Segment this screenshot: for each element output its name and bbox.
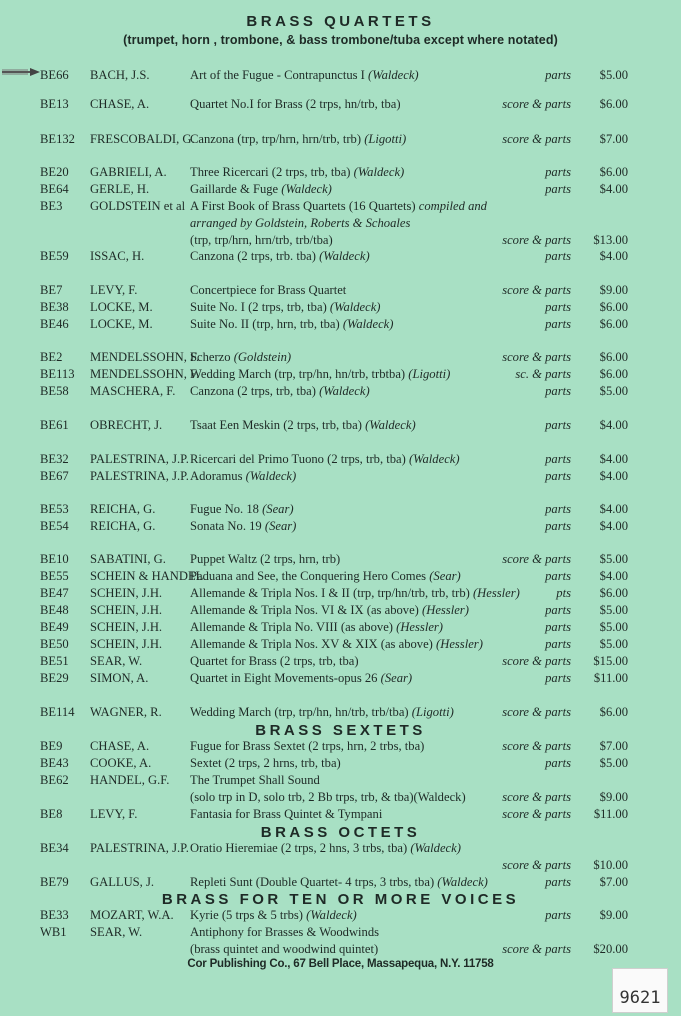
composer: SCHEIN, J.H. [90, 637, 163, 651]
parts-type: parts [545, 317, 571, 331]
catalog-row [0, 636, 681, 652]
title-text: Quartet in Eight Movements-opus 26 [190, 671, 378, 685]
composer: FRESCOBALDI, G. [90, 132, 195, 146]
item-code: BE46 [40, 317, 69, 331]
piece-title [190, 924, 379, 940]
title-text: Antiphony for Brasses & Woodwinds [190, 925, 380, 939]
price: $4.00 [599, 249, 628, 263]
price: $20.00 [593, 942, 628, 956]
piece-title [190, 282, 346, 298]
parts-type: parts [545, 637, 571, 651]
composer: SCHEIN, J.H. [90, 586, 163, 600]
price: $6.00 [599, 350, 628, 364]
item-code: BE13 [40, 97, 69, 111]
price: $7.00 [599, 132, 628, 146]
arranger: (Hessler) [472, 586, 520, 600]
price: $4.00 [599, 469, 628, 483]
title-text: Puppet Waltz (2 trps, hrn, trb) [190, 552, 341, 566]
item-code: BE132 [40, 132, 75, 146]
item-code: BE64 [40, 182, 69, 196]
parts-type: parts [545, 452, 571, 466]
composer: LOCKE, M. [90, 300, 153, 314]
title-text: Wedding March (trp, trp/hn, hn/trb, trb/tba) [190, 705, 409, 719]
catalog-row [0, 316, 681, 332]
composer: CHASE, A. [90, 97, 150, 111]
parts-type: parts [545, 519, 571, 533]
parts-type: score & parts [502, 705, 571, 719]
price: $4.00 [599, 182, 628, 196]
catalog-row-continuation [0, 215, 681, 231]
composer: ISSAC, H. [90, 249, 145, 263]
item-code: BE33 [40, 908, 69, 922]
title-text: Paduana and See, the Conquering Hero Comes [190, 569, 427, 583]
parts-type: parts [545, 68, 571, 82]
catalog-row [0, 248, 681, 264]
arranger: (Waldeck) [408, 452, 460, 466]
title-text: Wedding March (trp, trp/hn, hn/trb, trbtba) [190, 367, 406, 381]
item-code: BE113 [40, 367, 75, 381]
piece-title [190, 602, 469, 618]
price: $6.00 [599, 165, 628, 179]
price: $4.00 [599, 569, 628, 583]
price: $9.00 [599, 908, 628, 922]
item-code: BE61 [40, 418, 69, 432]
item-code: BE9 [40, 739, 63, 753]
piece-title [190, 806, 382, 822]
item-code: BE48 [40, 603, 69, 617]
item-code: BE114 [40, 705, 75, 719]
parts-type: parts [545, 502, 571, 516]
piece-title [190, 299, 381, 315]
arranger: (Waldeck) [245, 469, 297, 483]
title-text: Concertpiece for Brass Quartet [190, 283, 347, 297]
title-text: Oratio Hieremiae (2 trps, 2 hns, 3 trbs, tba) [190, 841, 408, 855]
composer: GABRIELI, A. [90, 165, 167, 179]
parts-type: score & parts [502, 739, 571, 753]
parts-type: score & parts [502, 807, 571, 821]
piece-title [190, 738, 424, 754]
catalog-row [0, 551, 681, 567]
parts-type: parts [545, 908, 571, 922]
item-code: BE53 [40, 502, 69, 516]
composer: REICHA, G. [90, 519, 156, 533]
composer: PALESTRINA, J.P. [90, 841, 189, 855]
continuation-text: (solo trp in D, solo trb, 2 Bb trps, trb, & tba)(Waldeck) [190, 790, 466, 804]
arranger: (Hessler) [436, 637, 483, 651]
section-header-octets: BRASS OCTETS [260, 824, 421, 841]
parts-type: parts [545, 384, 571, 398]
title-text: A First Book of Brass Quartets (16 Quartets) [190, 199, 416, 213]
title-text: Allemande & Tripla Nos. I & II (trp, trp/hn/trb, trb, trb) [190, 586, 470, 600]
price: $6.00 [599, 367, 628, 381]
composer: MOZART, W.A. [90, 908, 174, 922]
arranger: (Waldeck) [319, 384, 370, 398]
composer: MENDELSSOHN, F. [90, 350, 200, 364]
title-text: Sextet (2 trps, 2 hrns, trb, tba) [190, 756, 341, 770]
arranger: (Waldeck) [365, 418, 416, 432]
piece-title [190, 248, 370, 264]
parts-type: parts [545, 182, 571, 196]
catalog-row-continuation [0, 789, 681, 805]
composer: COOKE, A. [90, 756, 152, 770]
section-header-quartets: BRASS QUARTETS [246, 13, 435, 30]
composer: LEVY, F. [90, 807, 138, 821]
item-code: BE34 [40, 841, 69, 855]
catalog-row [0, 468, 681, 484]
piece-title [190, 772, 320, 788]
title-text: Canzona (trp, trp/hrn, hrn/trb, trb) [190, 132, 362, 146]
price: $7.00 [599, 875, 628, 889]
catalog-row [0, 366, 681, 382]
title-text: Fugue No. 18 [190, 502, 259, 516]
title-text: Kyrie (5 trps & 5 trbs) [190, 908, 303, 922]
composer: SCHEIN, J.H. [90, 620, 163, 634]
title-text: Ricercari del Primo Tuono (2 trps, trb, tba) [190, 452, 406, 466]
price: $10.00 [593, 858, 628, 872]
item-code: BE29 [40, 671, 69, 685]
piece-title [190, 96, 401, 112]
parts-type: score & parts [502, 654, 571, 668]
price: $15.00 [593, 654, 628, 668]
title-text: Allemande & Tripla Nos. VI & IX (as above) [190, 603, 419, 617]
item-code: WB1 [40, 925, 67, 939]
catalog-row [0, 568, 681, 584]
arranger: (Hessler) [396, 620, 444, 634]
price: $9.00 [599, 283, 628, 297]
title-text: Adoramus [190, 469, 243, 483]
catalog-row [0, 131, 681, 147]
parts-type: score & parts [502, 858, 571, 872]
composer: REICHA, G. [90, 502, 156, 516]
price: $4.00 [599, 502, 628, 516]
composer: PALESTRINA, J.P. [90, 469, 189, 483]
piece-title [190, 316, 393, 332]
composer: GALLUS, J. [90, 875, 155, 889]
price: $5.00 [599, 552, 628, 566]
title-text: Sonata No. 19 [190, 519, 262, 533]
composer: MENDELSSOHN, F. [90, 367, 200, 381]
arranger: (Waldeck) [319, 249, 370, 263]
price: $5.00 [599, 637, 628, 651]
item-code: BE58 [40, 384, 69, 398]
item-code: BE79 [40, 875, 69, 889]
item-code: BE67 [40, 469, 69, 483]
arranger: (Hessler) [422, 603, 469, 617]
composer: SABATINI, G. [90, 552, 166, 566]
item-code: BE49 [40, 620, 69, 634]
piece-title [190, 518, 296, 534]
piece-title [190, 383, 370, 399]
price: $5.00 [599, 756, 628, 770]
arranger: (Goldstein) [233, 350, 292, 364]
catalog-row [0, 806, 681, 822]
price: $6.00 [599, 586, 628, 600]
arranger: (Waldeck) [437, 875, 488, 889]
parts-type: parts [545, 671, 571, 685]
price: $4.00 [599, 519, 628, 533]
piece-title [190, 653, 359, 669]
catalog-row [0, 383, 681, 399]
price: $7.00 [599, 739, 628, 753]
composer: SCHEIN, J.H. [90, 603, 163, 617]
catalog-row-continuation [0, 232, 681, 248]
catalog-row [0, 96, 681, 112]
title-text: Fugue for Brass Sextet (2 trps, hrn, 2 trbs, tba) [190, 739, 425, 753]
arranger: (Ligotti) [411, 705, 454, 719]
title-text: Repleti Sunt (Double Quartet- 4 trps, 3 trbs, tba) [190, 875, 435, 889]
composer: HANDEL, G.F. [90, 773, 170, 787]
catalog-row [0, 924, 681, 940]
title-text: Quartet for Brass (2 trps, trb, tba) [190, 654, 359, 668]
item-code: BE20 [40, 165, 69, 179]
title-text: Allemande & Tripla Nos. XV & XIX (as above) [190, 637, 433, 651]
parts-type: parts [545, 620, 571, 634]
price: $6.00 [599, 97, 628, 111]
piece-title [190, 551, 340, 567]
catalog-row [0, 181, 681, 197]
piece-title [190, 636, 483, 652]
price: $13.00 [593, 233, 628, 247]
piece-title [190, 198, 487, 214]
composer: SEAR, W. [90, 654, 143, 668]
title-text: Suite No. I (2 trps, trb, tba) [190, 300, 327, 314]
piece-title [190, 366, 450, 382]
arranger: compiled and [418, 199, 487, 213]
catalog-row [0, 653, 681, 669]
parts-type: parts [545, 249, 571, 263]
title-text: Suite No. II (trp, hrn, trb, tba) [190, 317, 340, 331]
item-code: BE47 [40, 586, 69, 600]
title-text: Three Ricercari (2 trps, trb, tba) [190, 165, 351, 179]
item-code: BE43 [40, 756, 69, 770]
composer: SCHEIN & HANDEL [90, 569, 204, 583]
item-code: BE10 [40, 552, 69, 566]
composer: MASCHERA, F. [90, 384, 176, 398]
price: $11.00 [593, 671, 628, 685]
parts-type: parts [545, 300, 571, 314]
piece-title [190, 131, 406, 147]
catalog-row [0, 670, 681, 686]
composer: GOLDSTEIN et al [90, 199, 186, 213]
price: $4.00 [599, 418, 628, 432]
item-code: BE54 [40, 519, 69, 533]
composer: LEVY, F. [90, 283, 138, 297]
price: $9.00 [599, 790, 628, 804]
title-text: The Trumpet Shall Sound [190, 773, 320, 787]
price: $11.00 [593, 807, 628, 821]
parts-type: parts [545, 418, 571, 432]
arranger: (Waldeck) [368, 68, 419, 82]
arranger: (Waldeck) [353, 165, 405, 179]
parts-type: score & parts [502, 283, 571, 297]
piece-title [190, 874, 488, 890]
composer: WAGNER, R. [90, 705, 162, 719]
arranger: (Waldeck) [281, 182, 332, 196]
parts-type: score & parts [502, 350, 571, 364]
catalog-row-continuation [0, 857, 681, 873]
title-text: Canzona (2 trps, trb. tba) [190, 249, 316, 263]
catalog-row [0, 602, 681, 618]
arranger: (Sear) [380, 671, 413, 685]
parts-type: pts [556, 586, 571, 600]
title-text: Fantasia for Brass Quintet & Tympani [190, 807, 383, 821]
parts-type: parts [545, 569, 571, 583]
price: $5.00 [599, 384, 628, 398]
section-header-sextets: BRASS SEXTETS [255, 722, 426, 739]
price: $5.00 [599, 68, 628, 82]
title-text: Allemande & Tripla No. VIII (as above) [190, 620, 393, 634]
piece-title [190, 451, 460, 467]
parts-type: score & parts [502, 97, 571, 111]
title-text: Gaillarde & Fuge [190, 182, 279, 196]
catalog-number-stamp: 9621 [612, 968, 668, 1013]
item-code: BE8 [40, 807, 63, 821]
price: $6.00 [599, 705, 628, 719]
price: $5.00 [599, 620, 628, 634]
composer: CHASE, A. [90, 739, 150, 753]
catalog-row [0, 907, 681, 923]
arranger: (Sear) [264, 519, 297, 533]
parts-type: parts [545, 756, 571, 770]
catalog-row-continuation [0, 941, 681, 957]
piece-title [190, 417, 416, 433]
composer: PALESTRINA, J.P. [90, 452, 189, 466]
composer: SIMON, A. [90, 671, 149, 685]
arranger: (Waldeck) [306, 908, 357, 922]
section-header-ten-or-more: BRASS FOR TEN OR MORE VOICES [161, 891, 520, 908]
arranger: (Waldeck) [342, 317, 394, 331]
item-code: BE59 [40, 249, 69, 263]
piece-title [190, 619, 443, 635]
continuation-text: arranged by Goldstein, Roberts & Schoales [190, 216, 411, 230]
composer: GERLE, H. [90, 182, 150, 196]
parts-type: score & parts [502, 132, 571, 146]
catalog-row [0, 755, 681, 771]
title-text: Scherzo [190, 350, 231, 364]
section-subheader-quartets: (trumpet, horn , trombone, & bass trombone/tuba except where notated) [123, 33, 558, 47]
item-code: BE32 [40, 452, 69, 466]
piece-title [190, 670, 412, 686]
catalog-row [0, 501, 681, 517]
item-code: BE7 [40, 283, 63, 297]
continuation-text: (brass quintet and woodwind quintet) [190, 942, 379, 956]
item-code: BE66 [40, 68, 69, 82]
catalog-row [0, 704, 681, 720]
title-text: Quartet No.I for Brass (2 trps, hn/trb, tba) [190, 97, 401, 111]
composer: LOCKE, M. [90, 317, 153, 331]
catalog-row [0, 67, 681, 83]
composer: SEAR, W. [90, 925, 143, 939]
catalog-row [0, 417, 681, 433]
catalog-row [0, 840, 681, 856]
catalog-row [0, 451, 681, 467]
item-code: BE38 [40, 300, 69, 314]
catalog-row [0, 585, 681, 601]
piece-title [190, 164, 404, 180]
piece-title [190, 349, 291, 365]
arranger: (Ligotti) [408, 367, 451, 381]
catalog-row [0, 164, 681, 180]
catalog-row [0, 518, 681, 534]
publisher-footer: Cor Publishing Co., 67 Bell Place, Massapequa, N.Y. 11758 [187, 958, 494, 970]
parts-type: parts [545, 469, 571, 483]
price: $4.00 [599, 452, 628, 466]
title-text: Canzona (2 trps, trb, tba) [190, 384, 316, 398]
parts-type: score & parts [502, 942, 571, 956]
piece-title [190, 568, 461, 584]
piece-title [190, 468, 296, 484]
catalog-row [0, 619, 681, 635]
title-text: Tsaat Een Meskin (2 trps, trb, tba) [190, 418, 362, 432]
item-code: BE62 [40, 773, 69, 787]
piece-title [190, 67, 419, 83]
piece-title [190, 585, 520, 601]
item-code: BE51 [40, 654, 69, 668]
piece-title [190, 704, 454, 720]
arranger: (Ligotti) [364, 132, 407, 146]
parts-type: score & parts [502, 552, 571, 566]
price: $6.00 [599, 317, 628, 331]
parts-type: parts [545, 165, 571, 179]
piece-title [190, 907, 357, 923]
piece-title [190, 181, 332, 197]
catalog-row [0, 349, 681, 365]
price: $6.00 [599, 300, 628, 314]
price: $5.00 [599, 603, 628, 617]
item-code: BE2 [40, 350, 63, 364]
composer: BACH, J.S. [90, 68, 150, 82]
title-text: Art of the Fugue - Contrapunctus I [190, 68, 365, 82]
catalog-row [0, 282, 681, 298]
continuation-text: (trp, trp/hrn, hrn/trb, trb/tba) [190, 233, 333, 247]
arranger: (Waldeck) [410, 841, 461, 855]
catalog-row [0, 738, 681, 754]
parts-type: parts [545, 603, 571, 617]
parts-type: parts [545, 875, 571, 889]
arranger: (Waldeck) [329, 300, 381, 314]
piece-title [190, 501, 294, 517]
catalog-row [0, 772, 681, 788]
composer: OBRECHT, J. [90, 418, 163, 432]
item-code: BE3 [40, 199, 63, 213]
parts-type: score & parts [502, 233, 571, 247]
catalog-row [0, 874, 681, 890]
parts-type: score & parts [502, 790, 571, 804]
arranger: (Sear) [262, 502, 294, 516]
catalog-row [0, 198, 681, 214]
arranger: (Sear) [429, 569, 461, 583]
item-code: BE55 [40, 569, 69, 583]
item-code: BE50 [40, 637, 69, 651]
piece-title [190, 755, 341, 771]
catalog-row [0, 299, 681, 315]
piece-title [190, 840, 461, 856]
parts-type: sc. & parts [515, 367, 571, 381]
